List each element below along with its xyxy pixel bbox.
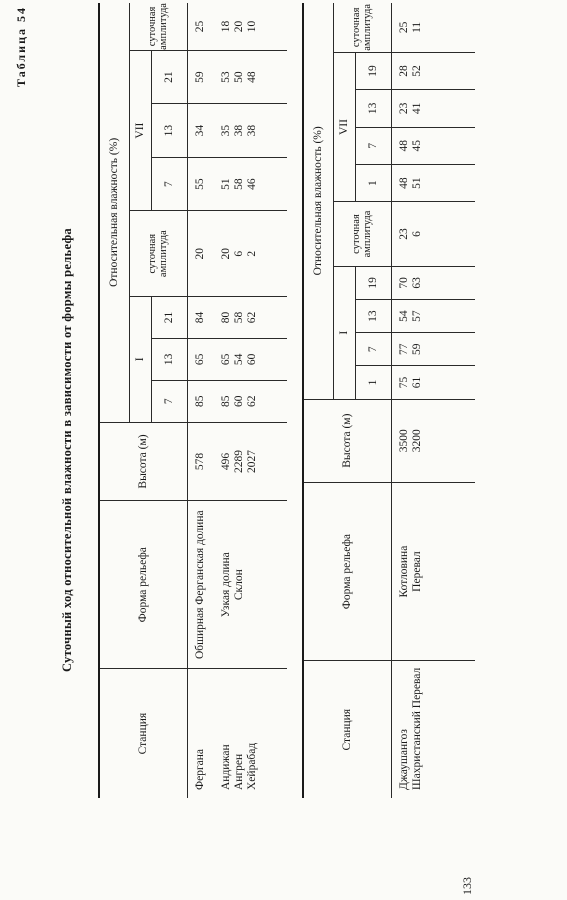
value: 6 <box>232 250 245 257</box>
value: 23 <box>397 228 410 240</box>
station-name: Шахристанский Перевал <box>410 667 423 790</box>
station-cell <box>187 669 287 798</box>
hour-header: 1 <box>355 366 391 399</box>
height-value: 2027 <box>245 450 258 473</box>
relief-cell <box>187 501 287 669</box>
relief-value: Перевал <box>410 551 423 592</box>
value: 41 <box>410 102 423 115</box>
height-value: 496 <box>219 452 232 471</box>
value: 53 <box>219 71 232 83</box>
station-name: Ангрен <box>232 753 245 790</box>
relief-header: Форма рельефа <box>99 501 187 669</box>
value: 20 <box>193 247 206 260</box>
value: 6 <box>410 231 423 237</box>
value-cell <box>187 104 287 158</box>
value: 2 <box>245 250 258 257</box>
hour-header: 13 <box>151 104 187 158</box>
hour-header: 21 <box>151 50 187 104</box>
value: 54 <box>232 353 245 366</box>
value: 84 <box>193 311 206 324</box>
hour-header: 13 <box>151 338 187 380</box>
relief-value: Склон <box>232 569 245 601</box>
value: 58 <box>232 178 245 190</box>
value: 34 <box>193 124 206 137</box>
value: 61 <box>410 376 423 389</box>
value: 80 <box>219 311 232 324</box>
height-value: 3200 <box>410 429 423 453</box>
value: 60 <box>232 395 245 408</box>
station-name: Джаушангоз <box>397 729 410 790</box>
value-cell <box>187 211 287 297</box>
value-cell <box>391 90 475 127</box>
hour-header: 13 <box>355 90 391 127</box>
value: 62 <box>245 395 258 408</box>
value: 51 <box>410 177 423 189</box>
month-VII-header: VII <box>333 52 355 202</box>
value-cell <box>391 299 475 332</box>
humidity-header: Относительная влажность (%) <box>99 3 129 422</box>
relief-value: Котловина <box>397 545 410 598</box>
amplitude-header-VII: суточная амплитуда <box>129 3 187 50</box>
hour-header: 21 <box>151 296 187 338</box>
hour-header: 1 <box>355 164 391 201</box>
value-cell <box>391 127 475 164</box>
hour-header: 7 <box>151 157 187 211</box>
value: 65 <box>193 353 206 366</box>
relief-value: Узкая долина <box>219 552 232 618</box>
hour-header: 13 <box>355 299 391 332</box>
value-cell <box>391 3 475 52</box>
hour-header: 19 <box>355 266 391 299</box>
month-VII-header: VII <box>129 50 151 211</box>
value: 38 <box>232 124 245 137</box>
station-name: Хейрабад <box>245 742 258 790</box>
value: 20 <box>219 247 232 260</box>
table-tag: Таблица 54 <box>14 6 28 87</box>
relief-value: Обширная Ферганская долина <box>193 510 206 660</box>
page-number: 133 <box>460 877 474 895</box>
value: 57 <box>410 310 423 322</box>
humidity-header: Относительная влажность (%) <box>303 3 333 399</box>
value-cell <box>391 164 475 201</box>
station-header: Станция <box>303 661 391 798</box>
value-cell <box>391 366 475 399</box>
value: 70 <box>397 277 410 289</box>
hour-header: 7 <box>355 333 391 366</box>
value: 23 <box>397 102 410 115</box>
value: 85 <box>193 395 206 408</box>
value: 48 <box>245 71 258 83</box>
value: 51 <box>219 178 232 190</box>
station-name: Фергана <box>193 748 206 790</box>
value: 58 <box>232 311 245 324</box>
value: 77 <box>397 343 410 356</box>
value-cell <box>187 50 287 104</box>
station-header: Станция <box>99 669 187 798</box>
value: 35 <box>219 124 232 137</box>
value-cell <box>187 296 287 338</box>
height-header: Высота (м) <box>303 399 391 482</box>
height-header: Высота (м) <box>99 422 187 500</box>
value: 59 <box>410 343 423 356</box>
value: 11 <box>410 21 423 33</box>
value: 54 <box>397 310 410 322</box>
value: 25 <box>397 21 410 34</box>
value: 18 <box>219 20 232 33</box>
hour-header: 19 <box>355 52 391 89</box>
value-cell <box>391 202 475 266</box>
value: 59 <box>193 71 206 83</box>
relief-header: Форма рельефа <box>303 482 391 661</box>
height-value: 2289 <box>232 450 245 473</box>
value: 20 <box>232 20 245 33</box>
hour-header: 7 <box>355 127 391 164</box>
amplitude-header-I: суточная амплитуда <box>129 211 187 297</box>
height-cell <box>391 399 475 482</box>
value: 38 <box>245 124 258 137</box>
height-cell <box>187 422 287 500</box>
value-cell <box>391 333 475 366</box>
value-cell <box>187 380 287 422</box>
height-value: 3500 <box>397 429 410 453</box>
value-cell <box>391 266 475 299</box>
hour-header: 7 <box>151 380 187 422</box>
value: 46 <box>245 178 258 190</box>
value: 85 <box>219 395 232 408</box>
amplitude-header-I: суточная амплитуда <box>333 202 391 266</box>
value: 55 <box>193 178 206 190</box>
height-value: 578 <box>193 452 206 471</box>
value: 60 <box>245 353 258 366</box>
value: 50 <box>232 71 245 83</box>
value: 63 <box>410 277 423 289</box>
station-name: Андижан <box>219 744 232 790</box>
value: 10 <box>245 20 258 33</box>
value-cell <box>187 3 287 50</box>
value-cell <box>187 338 287 380</box>
month-I-header: I <box>129 296 151 422</box>
value-cell <box>187 157 287 211</box>
month-I-header: I <box>333 266 355 399</box>
value-cell <box>391 52 475 89</box>
station-cell <box>391 661 475 798</box>
value: 75 <box>397 376 410 389</box>
amplitude-header-VII: суточная амплитуда <box>333 3 391 52</box>
value: 65 <box>219 353 232 366</box>
humidity-table-1 <box>98 3 287 798</box>
humidity-table-2 <box>302 3 475 798</box>
relief-cell <box>391 482 475 661</box>
value: 45 <box>410 139 423 152</box>
value: 62 <box>245 311 258 324</box>
value: 48 <box>397 177 410 189</box>
value: 28 <box>397 65 410 77</box>
page-title: Суточный ход относительной влажности в зависимости от формы рельефа <box>60 228 74 672</box>
value: 52 <box>410 65 423 77</box>
value: 48 <box>397 139 410 152</box>
value: 25 <box>193 20 206 33</box>
